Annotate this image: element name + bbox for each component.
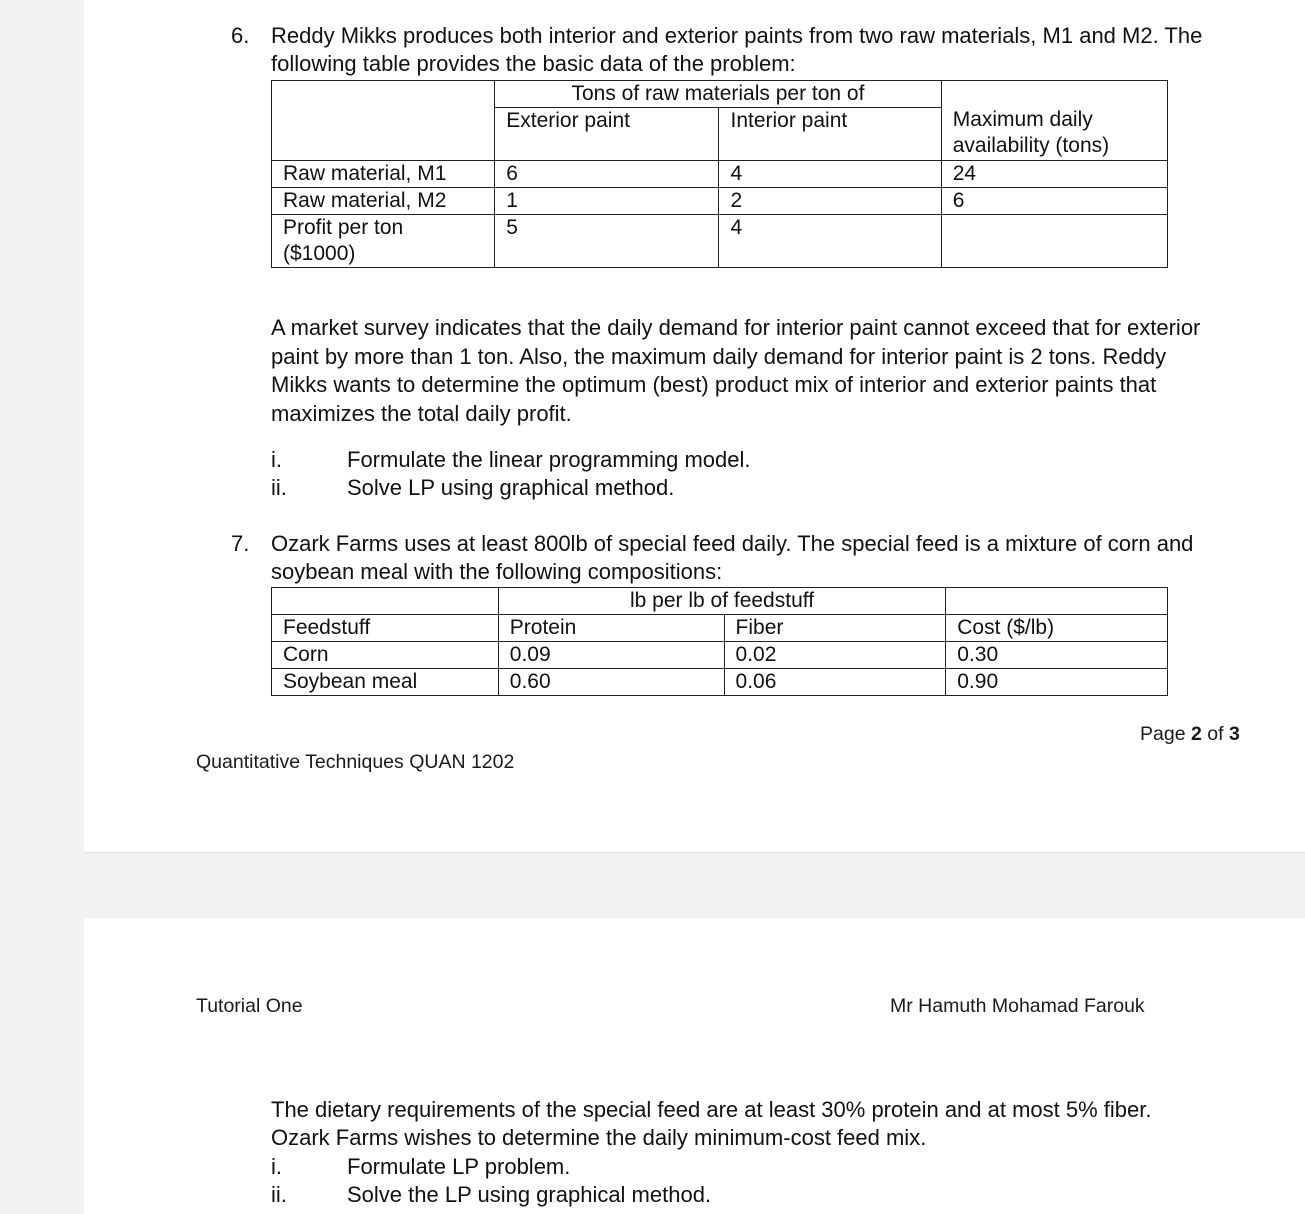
row-label: Raw material, M1 bbox=[272, 161, 495, 188]
page-number bbox=[1140, 723, 1240, 746]
dietary-paragraph bbox=[271, 1096, 1152, 1152]
task-text: Solve the LP using graphical method. bbox=[347, 1182, 712, 1207]
exterior-value: 1 bbox=[495, 188, 719, 215]
paragraph-line: Mikks wants to determine the optimum (best) product mix of interior and exterior paints that bbox=[271, 372, 1157, 397]
feedstuff-header: Feedstuff bbox=[272, 615, 499, 642]
interior-paint-header: Interior paint bbox=[719, 108, 941, 161]
task-number: ii. bbox=[271, 475, 287, 500]
interior-value: 4 bbox=[719, 215, 941, 268]
row-label: Raw material, M2 bbox=[272, 188, 495, 215]
document-page-2 bbox=[84, 0, 1305, 853]
question-6-intro-line-1: Reddy Mikks produces both interior and exterior paints from two raw materials, M1 and M2. The bbox=[271, 23, 1203, 48]
protein-value: 0.09 bbox=[498, 642, 724, 669]
fiber-value: 0.02 bbox=[724, 642, 946, 669]
task-text: Formulate the linear programming model. bbox=[347, 447, 751, 472]
paragraph-line: A market survey indicates that the daily demand for interior paint cannot exceed that for exterior bbox=[271, 315, 1201, 340]
exterior-value: 5 bbox=[495, 215, 719, 268]
question-7-number: 7. bbox=[231, 531, 250, 556]
cost-value: 0.30 bbox=[946, 642, 1168, 669]
cost-value: 0.90 bbox=[946, 669, 1168, 696]
table-subheader-row bbox=[272, 615, 1168, 642]
row-label bbox=[272, 215, 495, 268]
feed-composition-table bbox=[271, 587, 1168, 696]
task-number: i. bbox=[271, 1154, 282, 1179]
protein-value: 0.60 bbox=[498, 669, 724, 696]
max-value: 6 bbox=[941, 188, 1167, 215]
max-header-line-2: availability (tons) bbox=[952, 134, 1110, 157]
task-number: ii. bbox=[271, 1182, 287, 1207]
document-page-3 bbox=[84, 918, 1305, 1214]
header-tutorial: Tutorial One bbox=[196, 995, 303, 1017]
question-7-intro-line-1: Ozark Farms uses at least 800lb of special feed daily. The special feed is a mixture of corn and bbox=[271, 531, 1194, 556]
group-header: Tons of raw materials per ton of bbox=[495, 81, 941, 108]
question-7-intro-line-2: soybean meal with the following compositions: bbox=[271, 559, 723, 584]
paragraph-line: paint by more than 1 ton. Also, the maximum daily demand for interior paint is 2 tons. Reddy bbox=[271, 343, 1167, 369]
table-header-row bbox=[272, 81, 1168, 108]
exterior-value: 6 bbox=[495, 161, 719, 188]
table-row bbox=[272, 669, 1168, 696]
question-6-intro-line-2: following table provides the basic data of the problem: bbox=[271, 51, 796, 76]
feedstuff-value: Soybean meal bbox=[272, 669, 499, 696]
max-header-line-1: Maximum daily bbox=[952, 108, 1093, 131]
table-row bbox=[272, 215, 1168, 268]
page-of: of bbox=[1207, 723, 1224, 745]
question-6-number: 6. bbox=[231, 23, 250, 48]
page-total: 3 bbox=[1228, 723, 1240, 745]
exterior-paint-header: Exterior paint bbox=[495, 108, 719, 161]
table-row bbox=[272, 188, 1168, 215]
max-availability-header bbox=[941, 81, 1167, 161]
course-footer: Quantitative Techniques QUAN 1202 bbox=[196, 751, 515, 773]
interior-value: 2 bbox=[719, 188, 941, 215]
interior-value: 4 bbox=[719, 161, 941, 188]
table-row bbox=[272, 161, 1168, 188]
table-cell-empty bbox=[946, 588, 1168, 615]
page-word: Page bbox=[1140, 723, 1186, 745]
header-author: Mr Hamuth Mohamad Farouk bbox=[890, 995, 1145, 1017]
task-number: i. bbox=[271, 447, 282, 472]
table-row bbox=[272, 642, 1168, 669]
protein-header: Protein bbox=[498, 615, 724, 642]
table-cell-empty bbox=[272, 588, 499, 615]
feedstuff-value: Corn bbox=[272, 642, 499, 669]
fiber-header: Fiber bbox=[724, 615, 946, 642]
max-value bbox=[941, 215, 1167, 268]
paragraph-line: The dietary requirements of the special feed are at least 30% protein and at most 5% fiber. bbox=[271, 1097, 1152, 1122]
fiber-value: 0.06 bbox=[724, 669, 946, 696]
table-header-row bbox=[272, 588, 1168, 615]
group-header: lb per lb of feedstuff bbox=[498, 588, 945, 615]
max-value: 24 bbox=[941, 161, 1167, 188]
paragraph-line: Ozark Farms wishes to determine the daily minimum-cost feed mix. bbox=[271, 1125, 927, 1150]
table-cell-empty bbox=[272, 81, 495, 161]
row-label-line-1: Profit per ton bbox=[283, 216, 404, 239]
cost-header: Cost ($/lb) bbox=[946, 615, 1168, 642]
paint-data-table bbox=[271, 80, 1168, 268]
task-text: Solve LP using graphical method. bbox=[347, 475, 675, 500]
task-text: Formulate LP problem. bbox=[347, 1154, 571, 1179]
row-label-line-2: ($1000) bbox=[283, 242, 356, 265]
paragraph-line: maximizes the total daily profit. bbox=[271, 400, 572, 426]
market-survey-paragraph bbox=[271, 314, 1200, 428]
page-current: 2 bbox=[1190, 723, 1202, 745]
